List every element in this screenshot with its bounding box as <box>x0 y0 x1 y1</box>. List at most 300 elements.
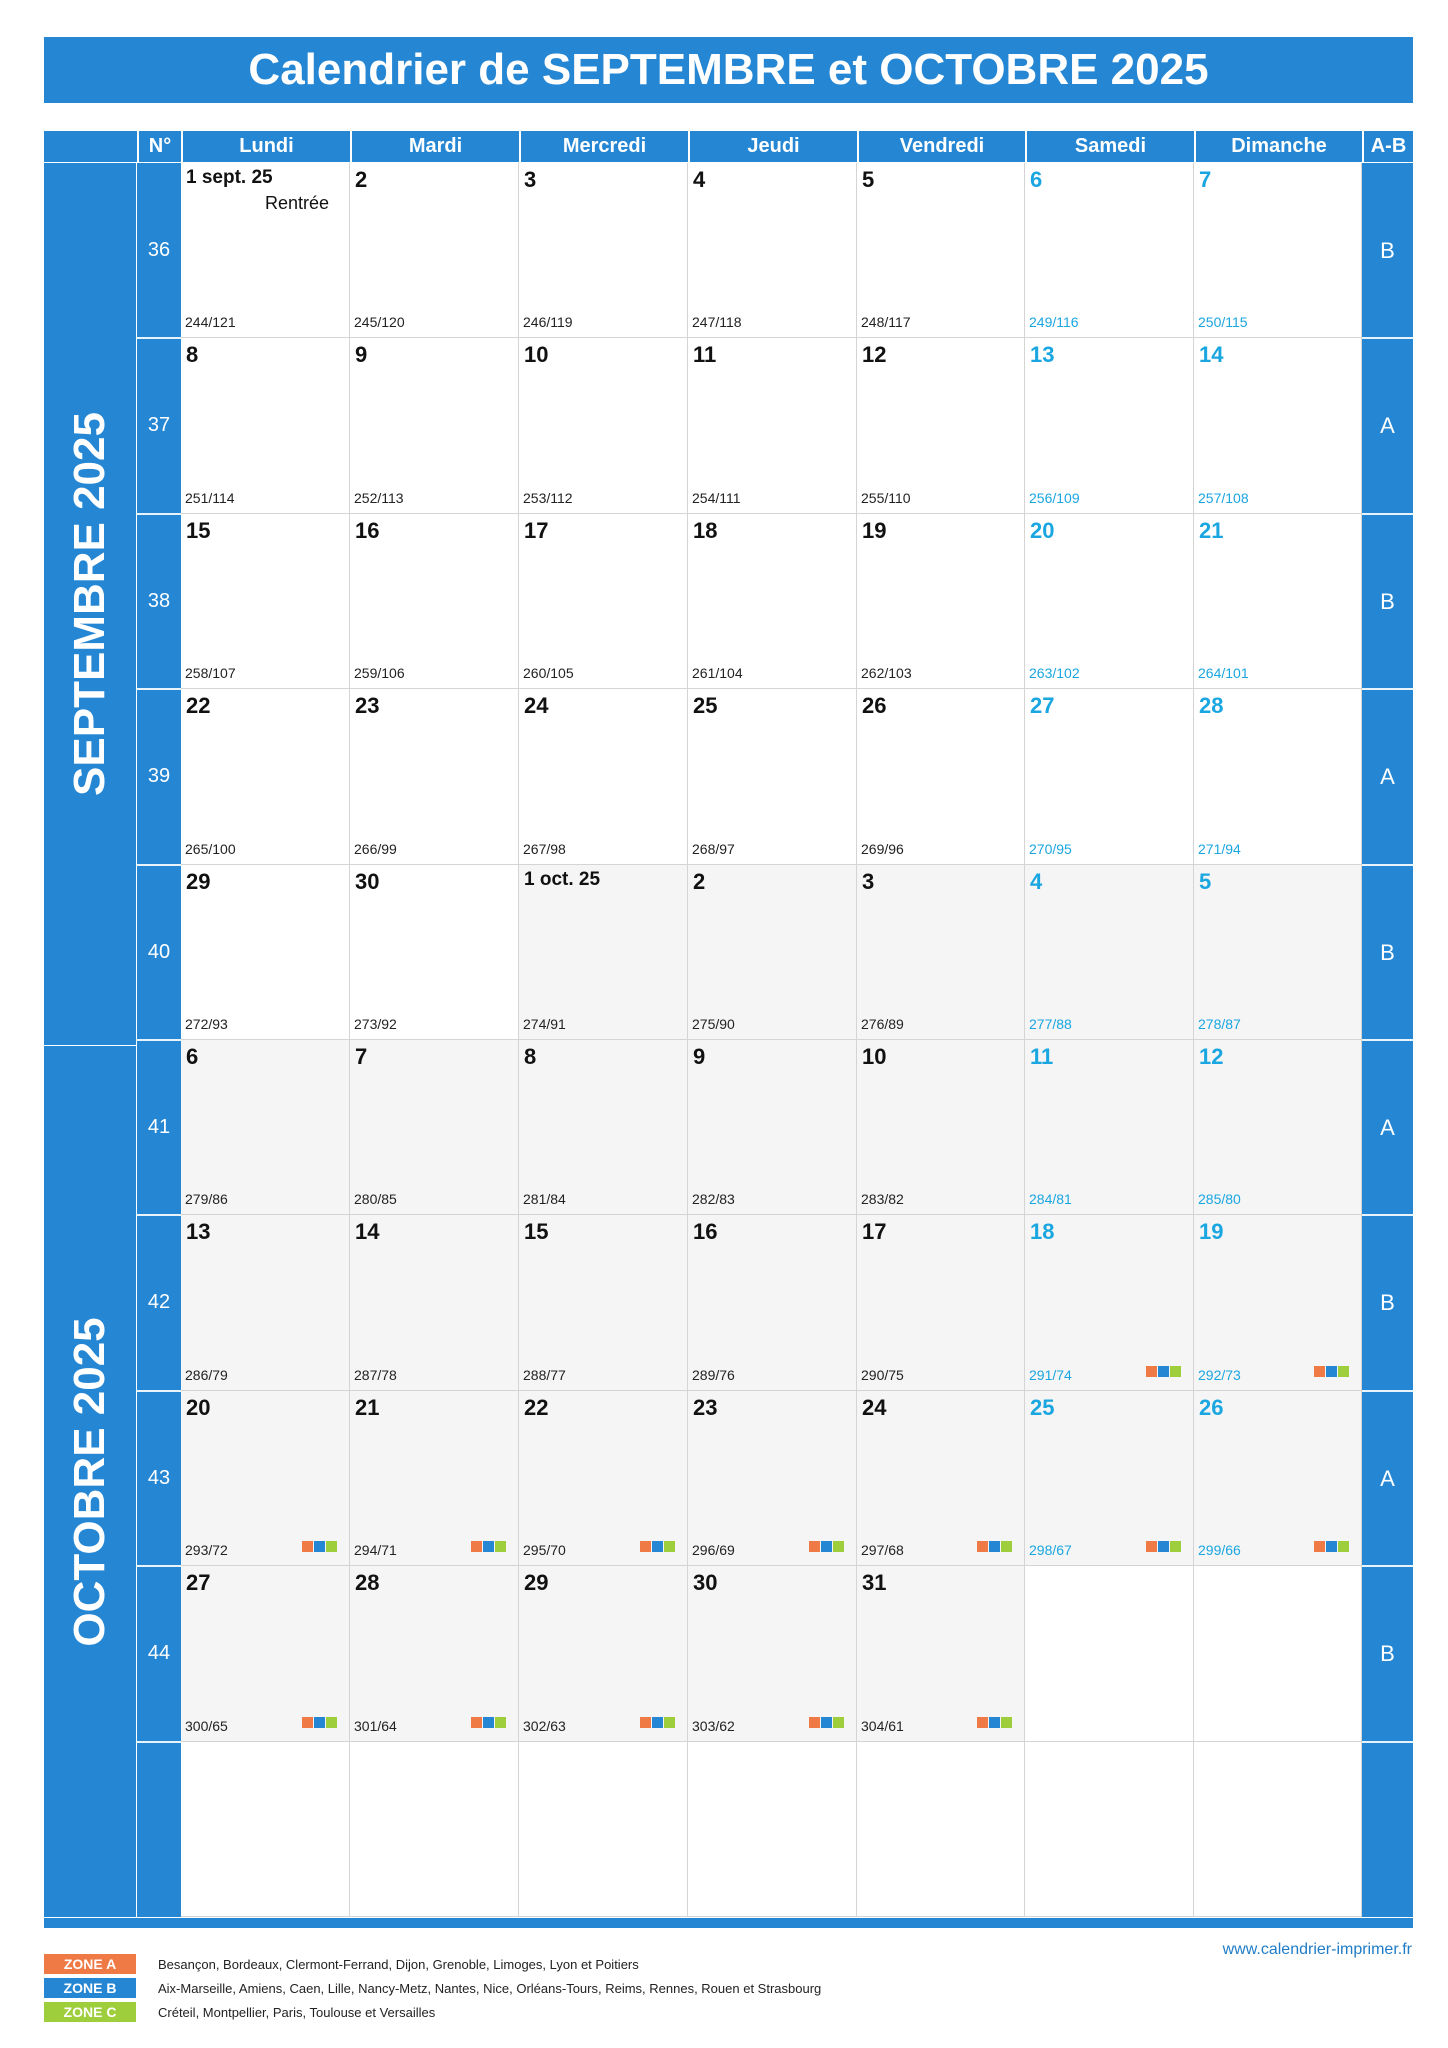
day-of-year: 269/96 <box>861 841 904 857</box>
day-cell-sunday[interactable] <box>1194 865 1362 1040</box>
day-number: 1 sept. 25 <box>186 167 273 188</box>
legend-zone-b <box>44 1978 821 1998</box>
zone-c-cities: Créteil, Montpellier, Paris, Toulouse et Versailles <box>158 2004 436 2020</box>
day-number: 26 <box>1199 1395 1224 1420</box>
week-divider <box>137 337 181 339</box>
zone-c-tag: ZONE C <box>44 2002 136 2022</box>
day-cell-tuesday[interactable] <box>350 1566 519 1742</box>
day-cell-saturday[interactable] <box>1025 1391 1194 1566</box>
day-of-year: 256/109 <box>1029 490 1080 506</box>
day-cell-wednesday[interactable] <box>519 865 688 1040</box>
day-number: 18 <box>1030 1219 1055 1244</box>
day-of-year: 271/94 <box>1198 841 1241 857</box>
day-cell-tuesday[interactable] <box>350 1742 519 1917</box>
day-cell-sunday[interactable] <box>1194 1742 1362 1917</box>
day-number: 11 <box>1030 1044 1054 1069</box>
day-of-year: 266/99 <box>354 841 397 857</box>
ab-divider <box>1362 688 1413 690</box>
day-number: 13 <box>186 1219 211 1244</box>
day-of-year: 265/100 <box>185 841 236 857</box>
zone-b-marker <box>483 1541 494 1552</box>
day-number: 22 <box>186 693 211 718</box>
day-of-year: 258/107 <box>185 665 236 681</box>
day-cell-friday[interactable] <box>857 338 1025 514</box>
day-of-year: 275/90 <box>692 1016 735 1032</box>
day-cell-tuesday[interactable] <box>350 163 519 338</box>
day-number: 30 <box>693 1570 718 1595</box>
day-number: 4 <box>1030 869 1043 894</box>
zone-c-marker <box>1001 1541 1012 1552</box>
week-number: 41 <box>147 1115 171 1138</box>
week-number: 40 <box>147 940 171 963</box>
zone-a-cities: Besançon, Bordeaux, Clermont-Ferrand, Dijon, Grenoble, Limoges, Lyon et Poitiers <box>158 1956 639 1972</box>
day-cell-saturday[interactable] <box>1025 338 1194 514</box>
header-corner <box>44 131 137 162</box>
ab-week-value: A <box>1380 764 1395 789</box>
day-number: 7 <box>1199 167 1212 192</box>
day-of-year: 253/112 <box>523 490 573 506</box>
day-of-year: 283/82 <box>861 1191 904 1207</box>
header-day-monday: Lundi <box>181 131 350 162</box>
week-number: 36 <box>147 238 171 261</box>
zone-c-marker <box>326 1717 337 1728</box>
day-number: 10 <box>524 342 549 367</box>
day-number: 3 <box>862 869 875 894</box>
day-cell-monday[interactable] <box>181 1742 350 1917</box>
day-of-year: 264/101 <box>1198 665 1249 681</box>
day-of-year: 294/71 <box>354 1542 397 1558</box>
ab-divider <box>1362 1390 1413 1392</box>
week-divider <box>137 1039 181 1041</box>
day-cell-saturday[interactable] <box>1025 163 1194 338</box>
ab-week-value: B <box>1380 237 1395 263</box>
day-of-year: 298/67 <box>1029 1542 1072 1558</box>
day-number: 5 <box>1199 869 1212 894</box>
zone-a-marker <box>809 1541 820 1552</box>
holiday-zones-icon <box>640 1541 675 1552</box>
header-day-wednesday: Mercredi <box>519 131 688 162</box>
day-cell-tuesday[interactable] <box>350 865 519 1040</box>
week-number: 37 <box>147 414 171 436</box>
holiday-zones-icon <box>1146 1366 1181 1377</box>
zone-a-marker <box>809 1717 820 1728</box>
day-of-year: 288/77 <box>523 1367 566 1383</box>
day-cell-friday[interactable] <box>857 1040 1025 1215</box>
day-cell-thursday[interactable] <box>688 514 857 689</box>
day-cell-thursday[interactable] <box>688 1742 857 1917</box>
holiday-zones-icon <box>1314 1366 1349 1377</box>
day-cell-saturday[interactable] <box>1025 1040 1194 1215</box>
day-cell-wednesday[interactable] <box>519 1040 688 1215</box>
day-cell-monday[interactable] <box>181 865 350 1040</box>
day-number: 21 <box>355 1395 380 1420</box>
day-of-year: 263/102 <box>1029 665 1080 681</box>
header-day-friday: Vendredi <box>857 131 1025 162</box>
month-label-september: SEPTEMBRE 2025 <box>65 412 114 796</box>
ab-week-value: B <box>1380 588 1395 614</box>
day-number: 6 <box>1030 167 1043 192</box>
ab-week-value: A <box>1380 1465 1395 1491</box>
day-of-year: 302/63 <box>523 1718 566 1734</box>
week-number: 42 <box>147 1291 171 1313</box>
week-number: 39 <box>147 765 171 787</box>
day-number: 11 <box>693 342 717 367</box>
holiday-zones-icon <box>302 1717 337 1728</box>
ab-week-value: A <box>1380 1114 1395 1140</box>
zone-b-marker <box>1158 1541 1169 1552</box>
day-of-year: 276/89 <box>861 1016 904 1032</box>
day-of-year: 270/95 <box>1029 841 1072 857</box>
bottom-bar <box>44 1918 1413 1928</box>
day-number: 16 <box>693 1219 718 1244</box>
legend-zone-c <box>44 2002 435 2022</box>
ab-divider <box>1362 1039 1413 1041</box>
day-number: 31 <box>862 1570 887 1595</box>
day-of-year: 250/115 <box>1198 314 1248 330</box>
day-number: 8 <box>524 1044 537 1069</box>
day-cell-tuesday[interactable] <box>350 1040 519 1215</box>
day-cell-thursday[interactable] <box>688 689 857 865</box>
day-cell-thursday[interactable] <box>688 1566 857 1742</box>
website-link[interactable]: www.calendrier-imprimer.fr <box>1222 1941 1412 1958</box>
day-of-year: 278/87 <box>1198 1016 1241 1032</box>
day-of-year: 251/114 <box>185 490 235 506</box>
day-cell-sunday[interactable] <box>1194 1391 1362 1566</box>
zone-a-marker <box>977 1541 988 1552</box>
day-of-year: 260/105 <box>523 665 574 681</box>
ab-week-value: A <box>1380 413 1395 438</box>
day-of-year: 304/61 <box>861 1718 904 1734</box>
day-of-year: 262/103 <box>861 665 912 681</box>
day-of-year: 281/84 <box>523 1191 566 1207</box>
day-number: 29 <box>186 869 211 894</box>
zone-c-marker <box>495 1717 506 1728</box>
zone-b-marker <box>989 1541 1000 1552</box>
header-day-saturday: Samedi <box>1025 131 1194 162</box>
day-number: 25 <box>693 693 718 718</box>
day-of-year: 287/78 <box>354 1367 397 1383</box>
day-cell-sunday[interactable] <box>1194 1215 1362 1391</box>
day-cell-friday[interactable] <box>857 1742 1025 1917</box>
zone-a-marker <box>977 1717 988 1728</box>
day-of-year: 292/73 <box>1198 1367 1241 1383</box>
day-number: 23 <box>355 693 380 718</box>
day-cell-thursday[interactable] <box>688 163 857 338</box>
day-cell-friday[interactable] <box>857 514 1025 689</box>
ab-week-value: B <box>1380 939 1395 965</box>
day-number: 19 <box>862 518 887 543</box>
zone-c-marker <box>495 1541 506 1552</box>
day-number: 26 <box>862 693 887 718</box>
day-cell-monday[interactable] <box>181 163 350 338</box>
day-cell-sunday[interactable] <box>1194 1040 1362 1215</box>
zone-c-marker <box>664 1541 675 1552</box>
ab-week-value: B <box>1380 1641 1395 1666</box>
day-number: 24 <box>862 1395 887 1420</box>
day-number: 29 <box>524 1570 549 1595</box>
day-of-year: 274/91 <box>523 1016 566 1032</box>
day-number: 15 <box>524 1219 549 1244</box>
zone-a-marker <box>1314 1366 1325 1377</box>
day-number: 12 <box>1199 1044 1224 1069</box>
zone-b-marker <box>821 1717 832 1728</box>
day-number: 28 <box>355 1570 380 1595</box>
zone-b-marker <box>483 1717 494 1728</box>
header-day-thursday: Jeudi <box>688 131 857 162</box>
zone-b-marker <box>989 1717 1000 1728</box>
zone-a-marker <box>471 1717 482 1728</box>
zone-b-marker <box>1326 1366 1337 1377</box>
day-of-year: 293/72 <box>185 1542 228 1558</box>
header-day-sunday: Dimanche <box>1194 131 1362 162</box>
day-of-year: 246/119 <box>523 314 573 330</box>
day-cell-tuesday[interactable] <box>350 514 519 689</box>
zone-a-marker <box>1146 1541 1157 1552</box>
day-number: 9 <box>355 342 368 367</box>
day-number: 8 <box>186 342 199 367</box>
day-of-year: 289/76 <box>692 1367 735 1383</box>
day-cell-wednesday[interactable] <box>519 163 688 338</box>
day-number: 20 <box>186 1395 211 1420</box>
day-number: 21 <box>1199 518 1224 543</box>
day-cell-monday[interactable] <box>181 338 350 514</box>
day-of-year: 303/62 <box>692 1718 735 1734</box>
day-of-year: 247/118 <box>692 314 742 330</box>
ab-divider <box>1362 864 1413 866</box>
holiday-zones-icon <box>302 1541 337 1552</box>
day-number: 7 <box>355 1044 368 1069</box>
day-cell-friday[interactable] <box>857 163 1025 338</box>
day-of-year: 244/121 <box>185 314 236 330</box>
day-cell-friday[interactable] <box>857 1566 1025 1742</box>
day-cell-thursday[interactable] <box>688 1391 857 1566</box>
day-of-year: 254/111 <box>692 490 741 506</box>
week-divider <box>137 688 181 690</box>
day-note: Rentrée <box>264 193 329 213</box>
day-cell-tuesday[interactable] <box>350 1215 519 1391</box>
day-number: 14 <box>1199 342 1224 367</box>
ab-divider <box>1362 1214 1413 1216</box>
day-of-year: 297/68 <box>861 1542 904 1558</box>
day-cell-monday[interactable] <box>181 1215 350 1391</box>
day-number: 19 <box>1199 1219 1224 1244</box>
zone-b-marker <box>1326 1541 1337 1552</box>
day-cell-saturday[interactable] <box>1025 1566 1194 1742</box>
day-number: 12 <box>862 342 887 367</box>
day-number: 23 <box>693 1395 718 1420</box>
day-cell-thursday[interactable] <box>688 865 857 1040</box>
day-of-year: 285/80 <box>1198 1191 1241 1207</box>
day-of-year: 277/88 <box>1029 1016 1072 1032</box>
zone-c-marker <box>1170 1541 1181 1552</box>
day-cell-wednesday[interactable] <box>519 1391 688 1566</box>
day-cell-thursday[interactable] <box>688 1040 857 1215</box>
day-number: 1 oct. 25 <box>524 869 601 890</box>
holiday-zones-icon <box>1146 1541 1181 1552</box>
day-of-year: 268/97 <box>692 841 735 857</box>
day-number: 14 <box>355 1219 380 1244</box>
zone-a-marker <box>640 1541 651 1552</box>
zone-c-marker <box>1001 1717 1012 1728</box>
day-of-year: 301/64 <box>354 1718 397 1734</box>
zone-a-marker <box>302 1541 313 1552</box>
zone-a-marker <box>302 1717 313 1728</box>
zone-b-marker <box>821 1541 832 1552</box>
day-cell-friday[interactable] <box>857 1391 1025 1566</box>
page-title: Calendrier de SEPTEMBRE et OCTOBRE 2025 <box>44 37 1413 103</box>
day-cell-sunday[interactable] <box>1194 514 1362 689</box>
zone-b-tag: ZONE B <box>44 1978 136 1998</box>
day-of-year: 267/98 <box>523 841 566 857</box>
holiday-zones-icon <box>809 1541 844 1552</box>
zone-b-marker <box>652 1717 663 1728</box>
week-divider <box>137 513 181 515</box>
day-cell-saturday[interactable] <box>1025 1215 1194 1391</box>
day-number: 27 <box>186 1570 211 1595</box>
day-cell-friday[interactable] <box>857 689 1025 865</box>
day-of-year: 280/85 <box>354 1191 397 1207</box>
day-cell-monday[interactable] <box>181 514 350 689</box>
day-number: 28 <box>1199 693 1224 718</box>
zone-c-marker <box>326 1541 337 1552</box>
week-number: 38 <box>147 589 171 612</box>
day-number: 17 <box>862 1219 887 1244</box>
day-cell-saturday[interactable] <box>1025 514 1194 689</box>
ab-divider <box>1362 513 1413 515</box>
day-cell-friday[interactable] <box>857 1215 1025 1391</box>
holiday-zones-icon <box>809 1717 844 1728</box>
legend-zone-a <box>44 1954 639 1974</box>
day-cell-tuesday[interactable] <box>350 338 519 514</box>
day-of-year: 295/70 <box>523 1542 566 1558</box>
day-of-year: 273/92 <box>354 1016 397 1032</box>
zone-b-cities: Aix-Marseille, Amiens, Caen, Lille, Nancy-Metz, Nantes, Nice, Orléans-Tours, Reims, Rennes, Rouen et Strasbourg <box>158 1980 822 1996</box>
day-number: 5 <box>862 167 875 192</box>
day-cell-sunday[interactable] <box>1194 689 1362 865</box>
month-label-october: OCTOBRE 2025 <box>65 1317 114 1647</box>
day-cell-sunday[interactable] <box>1194 338 1362 514</box>
week-divider <box>137 1390 181 1392</box>
day-number: 22 <box>524 1395 549 1420</box>
holiday-zones-icon <box>471 1541 506 1552</box>
day-cell-sunday[interactable] <box>1194 1566 1362 1742</box>
day-cell-wednesday[interactable] <box>519 1742 688 1917</box>
day-number: 18 <box>693 518 718 543</box>
zone-a-marker <box>1314 1541 1325 1552</box>
day-of-year: 279/86 <box>185 1191 228 1207</box>
week-number: 44 <box>147 1642 171 1664</box>
day-of-year: 261/104 <box>692 665 743 681</box>
holiday-zones-icon <box>1314 1541 1349 1552</box>
day-cell-monday[interactable] <box>181 1040 350 1215</box>
day-cell-monday[interactable] <box>181 1566 350 1742</box>
ab-divider <box>1362 1741 1413 1743</box>
ab-divider <box>1362 337 1413 339</box>
day-number: 16 <box>355 518 380 543</box>
zone-c-marker <box>664 1717 675 1728</box>
zone-b-marker <box>1158 1366 1169 1377</box>
day-of-year: 286/79 <box>185 1367 228 1383</box>
week-divider <box>137 1741 181 1743</box>
day-number: 6 <box>186 1044 199 1069</box>
day-number: 4 <box>693 167 706 192</box>
day-cell-sunday[interactable] <box>1194 163 1362 338</box>
day-cell-thursday[interactable] <box>688 338 857 514</box>
day-of-year: 282/83 <box>692 1191 735 1207</box>
week-number: 43 <box>147 1466 171 1489</box>
zone-c-marker <box>1170 1366 1181 1377</box>
day-number: 10 <box>862 1044 887 1069</box>
day-number: 13 <box>1030 342 1055 367</box>
holiday-zones-icon <box>471 1717 506 1728</box>
week-divider <box>137 1565 181 1567</box>
zone-c-marker <box>1338 1541 1349 1552</box>
day-number: 27 <box>1030 693 1055 718</box>
day-number: 20 <box>1030 518 1055 543</box>
day-cell-wednesday[interactable] <box>519 1215 688 1391</box>
day-of-year: 245/120 <box>354 314 405 330</box>
day-of-year: 249/116 <box>1029 314 1079 330</box>
day-cell-wednesday[interactable] <box>519 689 688 865</box>
ab-week-value: B <box>1380 1290 1395 1315</box>
day-cell-wednesday[interactable] <box>519 514 688 689</box>
zone-c-marker <box>833 1541 844 1552</box>
zone-a-marker <box>1146 1366 1157 1377</box>
day-number: 24 <box>524 693 549 718</box>
week-divider <box>137 864 181 866</box>
day-cell-saturday[interactable] <box>1025 865 1194 1040</box>
header-ab: A-B <box>1362 131 1413 162</box>
holiday-zones-icon <box>977 1541 1012 1552</box>
day-cell-tuesday[interactable] <box>350 689 519 865</box>
zone-a-marker <box>471 1541 482 1552</box>
day-of-year: 291/74 <box>1029 1367 1072 1383</box>
zone-b-marker <box>652 1541 663 1552</box>
day-number: 15 <box>186 518 211 543</box>
day-of-year: 259/106 <box>354 665 405 681</box>
day-of-year: 255/110 <box>861 490 911 506</box>
day-number: 9 <box>693 1044 706 1069</box>
zone-a-marker <box>640 1717 651 1728</box>
zone-a-tag: ZONE A <box>44 1954 136 1974</box>
header-day-tuesday: Mardi <box>350 131 519 162</box>
day-cell-wednesday[interactable] <box>519 338 688 514</box>
day-cell-thursday[interactable] <box>688 1215 857 1391</box>
day-number: 30 <box>355 869 380 894</box>
day-cell-friday[interactable] <box>857 865 1025 1040</box>
holiday-zones-icon <box>977 1717 1012 1728</box>
day-number: 25 <box>1030 1395 1055 1420</box>
day-cell-monday[interactable] <box>181 689 350 865</box>
day-of-year: 252/113 <box>354 490 404 506</box>
calendar-grid <box>181 163 1362 1917</box>
day-number: 2 <box>693 869 706 894</box>
day-cell-tuesday[interactable] <box>350 1391 519 1566</box>
day-number: 2 <box>355 167 368 192</box>
day-cell-saturday[interactable] <box>1025 689 1194 865</box>
week-divider <box>137 1214 181 1216</box>
day-cell-wednesday[interactable] <box>519 1566 688 1742</box>
day-of-year: 272/93 <box>185 1016 228 1032</box>
day-number: 17 <box>524 518 549 543</box>
day-cell-monday[interactable] <box>181 1391 350 1566</box>
zone-b-marker <box>314 1717 325 1728</box>
zone-c-marker <box>833 1717 844 1728</box>
day-of-year: 296/69 <box>692 1542 735 1558</box>
day-cell-saturday[interactable] <box>1025 1742 1194 1917</box>
header-week-number: N° <box>137 131 181 162</box>
zone-c-marker <box>1338 1366 1349 1377</box>
